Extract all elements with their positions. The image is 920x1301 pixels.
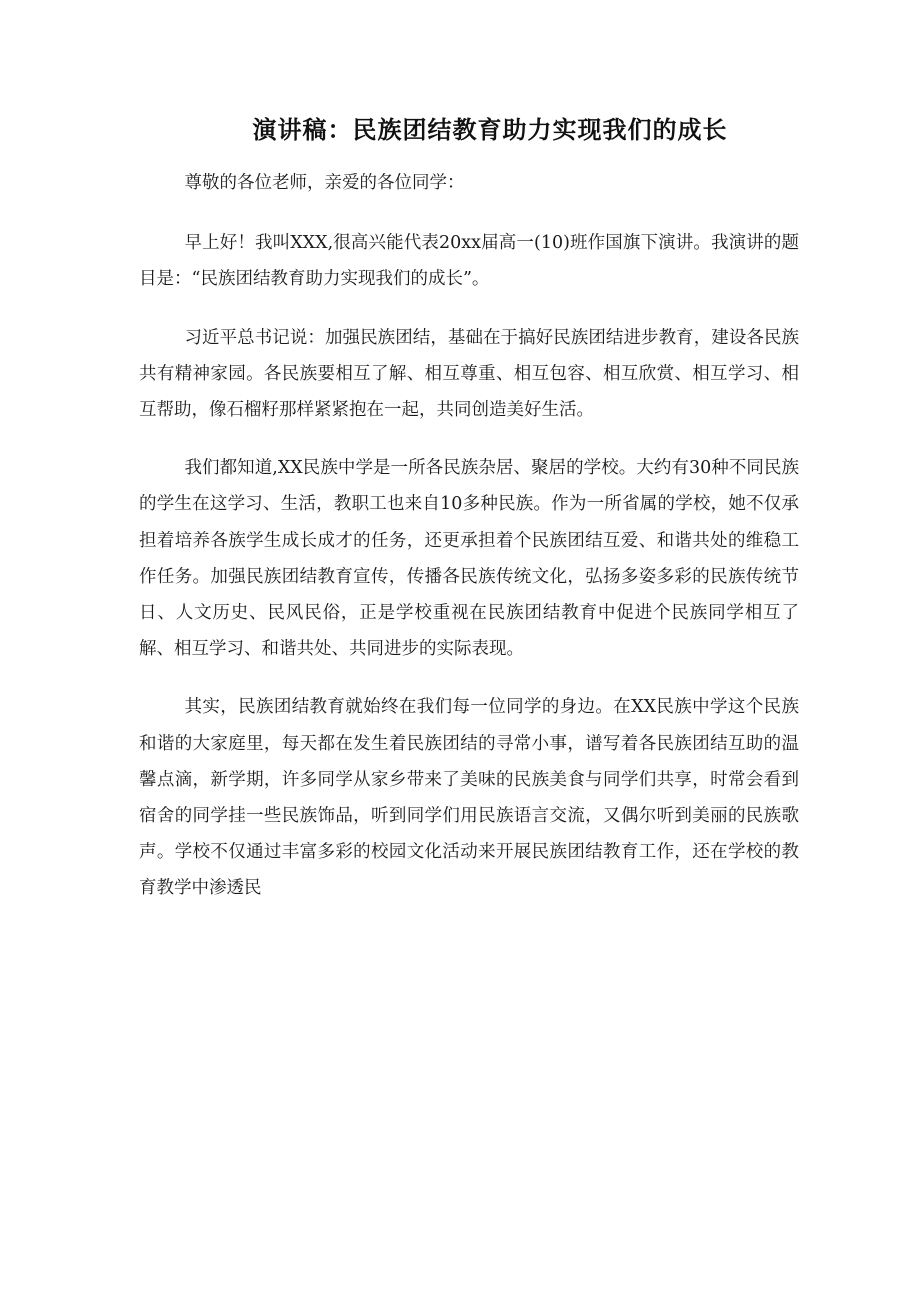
salutation: 尊敬的各位老师，亲爱的各位同学： [184,173,465,193]
speech-body [139,165,799,929]
paragraph-greeting: 早上好！我叫XXX,很高兴能代表20xx届高一(10)班作国旗下演讲。我演讲的题目是：“民族团结教育助力实现我们的成长”。 [139,233,799,290]
page-title: 演讲稿：民族团结教育助力实现我们的成长 [252,116,728,144]
paragraph-quote: 习近平总书记说：加强民族团结，基础在于搞好民族团结进步教育，建设各民族共有精神家园。各民族要相互了解、相互尊重、相互包容、相互欣赏、相互学习、相互帮助，像石榴籽那样紧紧抱在一起，共同创造美好生活。 [139,327,799,421]
paragraph-school: 我们都知道,XX民族中学是一所各民族杂居、聚居的学校。大约有30种不同民族的学生在这学习、生活，教职工也来自10多种民族。作为一所省属的学校，她不仅承担着培养各族学生成长成才的任务，还更承担着个民族团结互爱、和谐共处的维稳工作任务。加强民族团结教育宣传，传播各民族传统文化，弘扬多姿多彩的民族传统节日、人文历史、民风民俗，正是学校重视在民族团结教育中促进个民族同学相互了解、相互学习、和谐共处、共同进步的实际表现。 [139,458,799,660]
paragraph-daily-life: 其实，民族团结教育就始终在我们每一位同学的身边。在XX民族中学这个民族和谐的大家庭里，每天都在发生着民族团结的寻常小事，谱写着各民族团结互助的温馨点滴，新学期，许多同学从家乡带来了美味的民族美食与同学们共享，时常会看到宿舍的同学挂一些民族饰品，听到同学们用民族语言交流，又偶尔听到美丽的民族歌声。学校不仅通过丰富多彩的校园文化活动来开展民族团结教育工作，还在学校的教育教学中渗透民 [139,697,799,899]
